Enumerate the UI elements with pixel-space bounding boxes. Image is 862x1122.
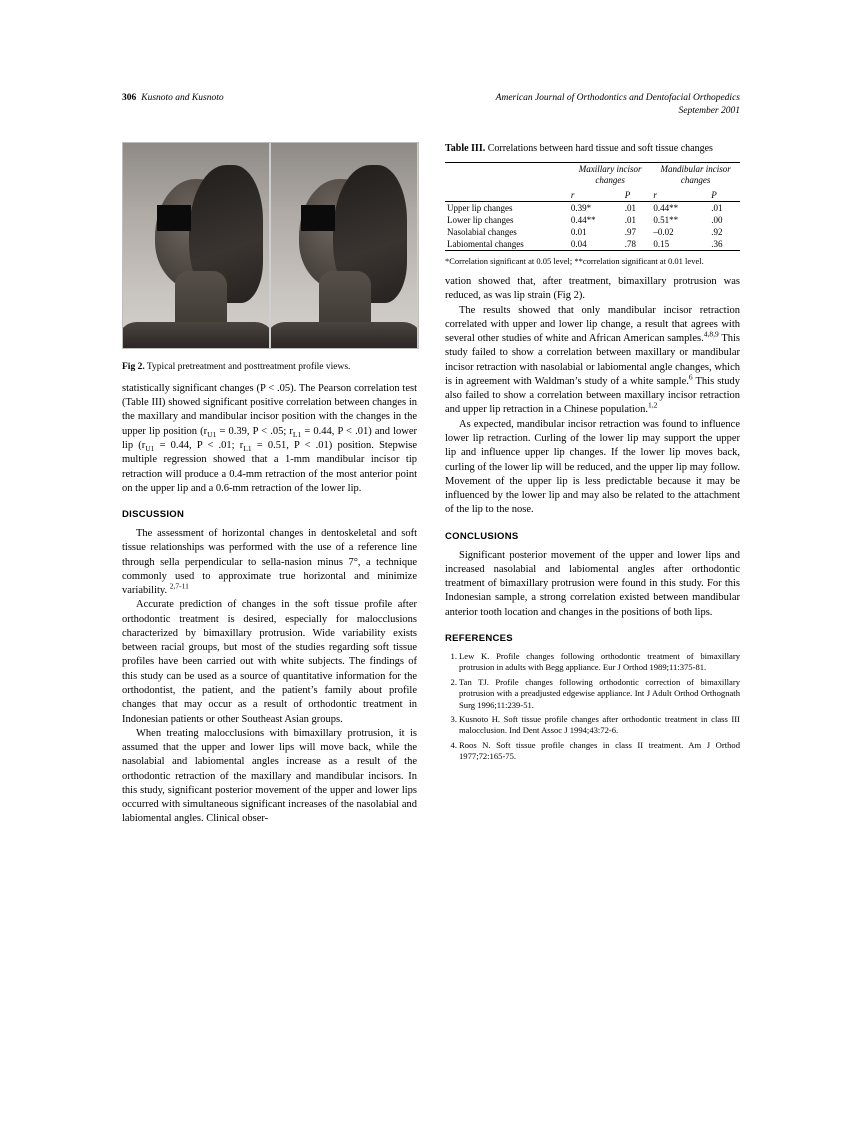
- cell-mand-p: .92: [711, 226, 723, 237]
- paragraph-discussion-1-text: The assessment of horizontal changes in dentoskeletal and soft tissue relationships was performed with the use of a reference line through sella perpendicular to sella-nasion minus 7°, a technique commonly used to approximate true horizontal and minimize variability.: [122, 528, 417, 597]
- cell-max-p: .01: [624, 214, 636, 225]
- reference-text: Lew K. Profile changes following orthodontic treatment of bimaxillary protrusion in adults with Begg appliance. Eur J Orthod 1989;11:375-81.: [459, 650, 740, 673]
- figure-label: Fig 2.: [122, 361, 145, 372]
- heading-references: REFERENCES: [445, 632, 513, 644]
- paragraph-results-a: The results showed that only mandibular incisor retraction correlated with upper and lower lip change, a result that agrees with several other studies of white and African American samples.: [445, 304, 740, 345]
- cell-mand-r: 0.15: [651, 238, 709, 251]
- running-head-right: [496, 92, 740, 118]
- figure-2-image: [122, 142, 419, 349]
- cell-max-r: 0.04: [569, 238, 623, 251]
- figure-2-caption: [122, 361, 417, 374]
- row-label: Nasolabial changes: [447, 226, 517, 237]
- paragraph-statistics-mid-c: = 0.44, P < .01; r: [154, 439, 244, 451]
- paragraph-discussion-3: When treating malocclusions with bimaxillary protrusion, it is assumed that the upper and lower lips will move back, while the nasolabial and labiomental angles increase as a result of the orthodontic retraction of the maxillary and mandibular incisors. In this study, significant posterior movement of the upper and lower lips occurred with simultaneous significant increases of the nasolabial and labiomental angles. Clinical obser-: [122, 727, 417, 825]
- sub-u1: U1: [207, 429, 217, 439]
- paragraph-statistics: [122, 382, 417, 496]
- figure-caption-text: Typical pretreatment and posttreatment profile views.: [146, 361, 351, 372]
- reference-text: Roos N. Soft tissue profile changes in class II treatment. Am J Orthod 1977;72:165-75.: [459, 739, 740, 762]
- pretreatment-profile-photo: [123, 143, 269, 348]
- cell-max-p: .01: [624, 202, 636, 213]
- reference-list: [445, 651, 740, 763]
- paragraph-statistics-mid-d: = 0.51, P < .01) position. Stepwise multiple regression showed that a 1-mm mandibular incisor tip retraction will produce a 0.4-mm retraction of the most anterior point on the upper lip and a 0.6-mm retraction of the lower lip.: [122, 439, 418, 494]
- table-row: [445, 201, 740, 214]
- citation-superscript: 6: [688, 372, 693, 382]
- cell-mand-p: .00: [711, 214, 723, 225]
- paragraph-lip-retraction: As expected, mandibular incisor retraction was found to influence lower lip retraction. Curling of the lower lip may support the upper lip and influence upper lip changes. If the lower lip moves back, curling of the lower lip will be reduced, and the upper lip may follow. Movement of the upper lip is less predictable because it may be influenced by the lower lip and may also be related to the attachment of the lip to the nose.: [445, 418, 740, 516]
- reference-text: Kusnoto H. Soft tissue profile changes after orthodontic treatment in class III malocclusion. Ind Dent Assoc J 1994;43:72-6.: [459, 714, 740, 736]
- row-label: Lower lip changes: [447, 214, 514, 225]
- page-content: [122, 92, 740, 827]
- group-header-maxillary: Maxillary incisor changes: [569, 163, 651, 189]
- table-3: [445, 162, 740, 251]
- running-head-left: [122, 92, 224, 105]
- row-label: Labiomental changes: [445, 238, 569, 251]
- sub-l1: L1: [292, 429, 302, 439]
- table-row: [445, 238, 740, 251]
- paragraph-statistics-mid-a: = 0.39, P < .05; r: [216, 425, 293, 437]
- list-item: [445, 677, 740, 711]
- sub-header-max-r: r: [569, 189, 623, 202]
- list-item: [445, 714, 740, 737]
- shoulder: [271, 322, 417, 348]
- paragraph-conclusions: Significant posterior movement of the upper and lower lips and increased nasolabial and labiomental angles after orthodontic treatment of bimaxillary protrusion were found in this study. For this Indonesian sample, a strong correlation existed between mandibular anterior tooth location and changes in the positions of both lips.: [445, 549, 740, 618]
- heading-conclusions: CONCLUSIONS: [445, 530, 519, 542]
- cell-mand-r: –0.02: [653, 226, 674, 237]
- cell-mand-p: .01: [711, 202, 723, 213]
- paragraph-statistics-text: statistically significant changes (P < .05). The Pearson correlation test (Table III) showed significant positive correlation between changes in the maxillary and mandibular incisor position with the changes in the upper lip position (r: [122, 382, 417, 437]
- paragraph-results-c: This study also failed to show a correlation between maxillary incisor retraction and upper lip retraction in a Chinese population.: [445, 375, 740, 416]
- right-column: [445, 142, 740, 827]
- paragraph-discussion-1: [122, 527, 417, 598]
- table-head: [445, 163, 740, 202]
- group-header-blank: [445, 163, 569, 189]
- citation-superscript: 1,2: [647, 400, 658, 410]
- list-item: [445, 651, 740, 674]
- table-title-text: Correlations between hard tissue and soft tissue changes: [487, 142, 713, 154]
- issue-date: September 2001: [678, 105, 740, 116]
- citation-superscript: 2,7-11: [169, 581, 189, 591]
- table-body: [445, 201, 740, 250]
- reference-number: 2.: [450, 676, 457, 687]
- running-head-authors: Kusnoto and Kusnoto: [141, 93, 224, 103]
- cell-mand-p: .36: [709, 238, 740, 251]
- cell-max-r: 0.44**: [570, 214, 596, 225]
- left-column: [122, 142, 417, 827]
- sub-l1-2: L1: [243, 444, 252, 454]
- posttreatment-profile-photo: [271, 143, 417, 348]
- cell-max-r: 0.01: [570, 226, 587, 237]
- sub-u1-2: U1: [145, 444, 155, 454]
- cell-max-r: 0.39*: [570, 202, 592, 213]
- paragraph-results: [445, 304, 740, 418]
- reference-text: Tan TJ. Profile changes following orthodontic correction of bimaxillary protrusion with a preadjusted edgewise appliance. Int J Adult Orthod Orthognath Surg 1996;11:239-51.: [459, 676, 740, 710]
- table-row: [445, 214, 740, 226]
- paragraph-results-b: This study failed to show a correlation between maxillary or mandibular incisor retraction with nasolabial or labiomental angle changes, which is in agreement with Waldman’s study of a white sample.: [445, 333, 740, 387]
- sub-header-mand-p: P: [709, 189, 740, 202]
- table-label: Table III.: [445, 142, 486, 154]
- heading-discussion: DISCUSSION: [122, 509, 185, 521]
- paragraph-observation-cont: vation showed that, after treatment, bimaxillary protrusion was reduced, as was lip strain (Fig 2).: [445, 276, 740, 302]
- shoulder: [123, 322, 269, 348]
- table-sub-header-row: [445, 189, 740, 202]
- eye-redaction-bar: [157, 205, 191, 231]
- reference-number: 3.: [450, 714, 457, 725]
- group-header-mandibular: Mandibular incisor changes: [651, 163, 740, 189]
- journal-title: American Journal of Orthodontics and Dentofacial Orthopedics: [495, 93, 740, 103]
- table-3-title: [445, 142, 740, 157]
- paragraph-statistics-mid-b: = 0.44, P < .01) and lower lip (r: [122, 425, 418, 451]
- page-number: 306: [122, 93, 137, 103]
- sub-header-max-p: P: [623, 189, 652, 202]
- table-footnote: *Correlation significant at 0.05 level; **correlation significant at 0.01 level.: [445, 255, 704, 266]
- list-item: [445, 740, 740, 763]
- sub-header-blank: [445, 189, 569, 202]
- paragraph-discussion-2: Accurate prediction of changes in the soft tissue profile after orthodontic treatment is desired, especially for malocclusions characterized by bimaxillary protrusion. Wide variability exists between racial groups, but most of the studies regarding soft tissue profiles have been carried out with white subjects. The findings of this study can be used as a source of quantitative information for the orthodontist, the patient, and the patient’s family about profile changes that may occur as a result of orthodontic treatment in Indonesian patients or other Southeast Asian groups.: [122, 599, 417, 725]
- reference-number: 4.: [450, 739, 457, 750]
- citation-superscript: 4,8,9: [703, 329, 719, 339]
- two-column-layout: [122, 142, 740, 827]
- sub-header-mand-r: r: [651, 189, 709, 202]
- cell-max-p: .97: [624, 226, 636, 237]
- cell-mand-r: 0.44**: [653, 202, 679, 213]
- running-head: [122, 92, 740, 118]
- eye-redaction-bar: [301, 205, 335, 231]
- table-row: [445, 226, 740, 238]
- cell-max-p: .78: [623, 238, 652, 251]
- reference-number: 1.: [450, 650, 457, 661]
- cell-mand-r: 0.51**: [653, 214, 679, 225]
- table-group-header-row: [445, 163, 740, 189]
- row-label: Upper lip changes: [447, 202, 513, 213]
